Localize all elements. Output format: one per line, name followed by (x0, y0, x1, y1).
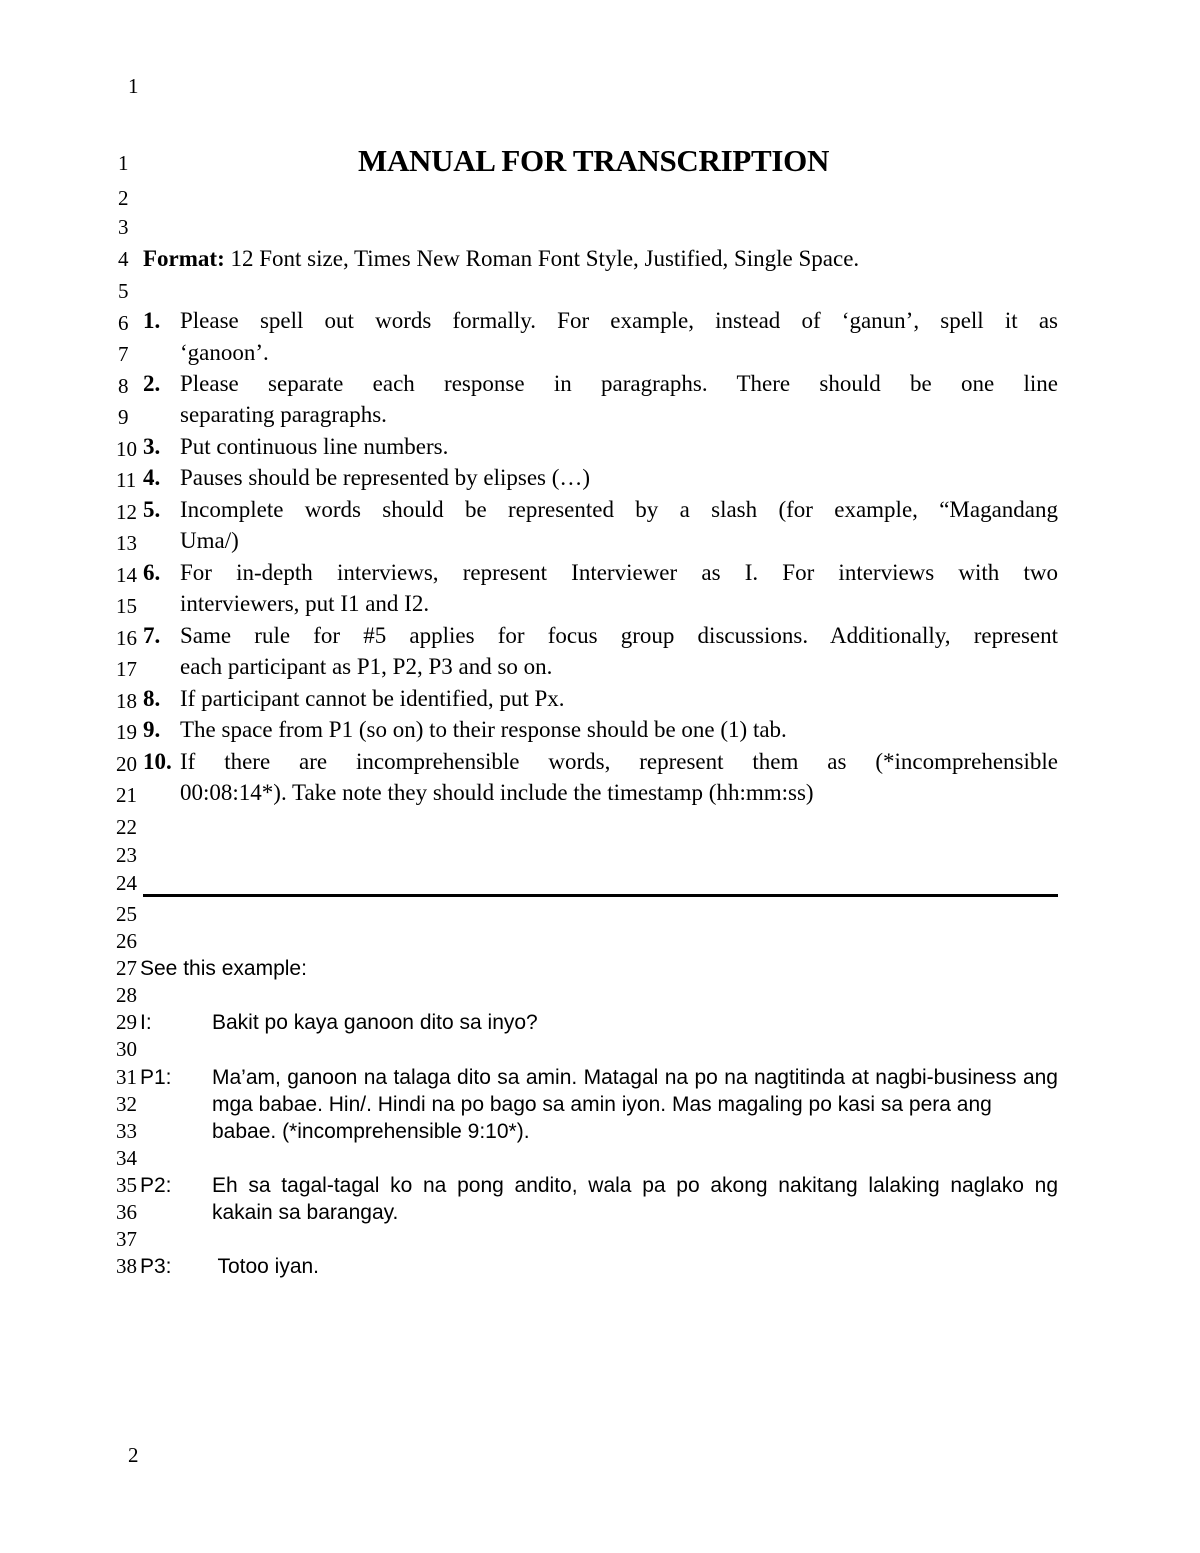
line-number: 3 (118, 215, 129, 239)
header-page-number: 1 (128, 74, 139, 98)
line-number: 16 (116, 626, 137, 650)
line-number: 25 (116, 902, 137, 926)
line-number: 4 (118, 247, 129, 271)
rule-text: Pauses should be represented by elipses (…) (180, 465, 591, 490)
rule-text: ‘ganoon’. (180, 340, 269, 365)
line-number: 28 (116, 983, 137, 1007)
line-number: 22 (116, 815, 137, 839)
line-number: 24 (116, 871, 137, 895)
horizontal-divider (143, 894, 1058, 897)
rule-text: If participant cannot be identified, put Px. (180, 686, 565, 711)
line-number: 14 (116, 563, 137, 587)
footer-page-number: 2 (128, 1443, 139, 1467)
line-number: 13 (116, 531, 137, 555)
rule-text: 00:08:14*). Take note they should include the timestamp (hh:mm:ss) (180, 780, 814, 805)
line-number: 7 (118, 342, 129, 366)
transcript-line: Totoo iyan. (212, 1255, 320, 1278)
line-number: 1 (118, 151, 129, 175)
rule-text: Same rule for #5 applies for focus group discussions. Additionally, represent (180, 623, 1058, 648)
transcript-line: mga babae. Hin/. Hindi na po bago sa amin iyon. Mas magaling po kasi sa pera ang (212, 1093, 992, 1116)
line-number: 37 (116, 1227, 137, 1251)
rule-text: If there are incomprehensible words, represent them as (*incomprehensible (180, 749, 1058, 774)
rule-number: 2. (143, 371, 161, 396)
transcript-line: kakain sa barangay. (212, 1201, 399, 1224)
transcript-line: babae. (*incomprehensible 9:10*). (212, 1120, 530, 1143)
rule-text: Incomplete words should be represented by a slash (for example, “Magandang (180, 497, 1058, 522)
line-number: 30 (116, 1037, 137, 1061)
line-number: 15 (116, 594, 137, 618)
rule-text: each participant as P1, P2, P3 and so on. (180, 654, 553, 679)
line-number: 19 (116, 720, 137, 744)
rule-number: 3. (143, 434, 161, 459)
line-number: 21 (116, 783, 137, 807)
rule-number: 4. (143, 465, 161, 490)
line-number: 17 (116, 657, 137, 681)
rule-number: 1. (143, 308, 161, 333)
line-number: 26 (116, 929, 137, 953)
line-number: 10 (116, 437, 137, 461)
line-number: 6 (118, 311, 129, 335)
line-number: 29 (116, 1010, 137, 1034)
line-number: 27 (116, 956, 137, 980)
speaker-label: P3: (140, 1255, 172, 1278)
speaker-label: P1: (140, 1066, 172, 1089)
line-number: 11 (116, 468, 137, 492)
page-title: MANUAL FOR TRANSCRIPTION (358, 143, 830, 178)
line-number: 32 (116, 1092, 137, 1116)
transcript-line: Bakit po kaya ganoon dito sa inyo? (212, 1011, 538, 1034)
speaker-label: P2: (140, 1174, 172, 1197)
line-number: 9 (118, 405, 129, 429)
line-number: 38 (116, 1254, 137, 1278)
transcript-line: Ma’am, ganoon na talaga dito sa amin. Matagal na po na nagtitinda at nagbi-business ang (212, 1066, 1058, 1089)
rule-text: For in-depth interviews, represent Interviewer as I. For interviews with two (180, 560, 1058, 585)
format-label: Format: (143, 246, 225, 271)
line-number: 35 (116, 1173, 137, 1197)
line-number: 23 (116, 843, 137, 867)
rule-number: 5. (143, 497, 161, 522)
line-number: 34 (116, 1146, 137, 1170)
line-number: 33 (116, 1119, 137, 1143)
speaker-label: I: (140, 1011, 152, 1034)
line-number: 18 (116, 689, 137, 713)
line-number: 12 (116, 500, 137, 524)
rule-text: Please spell out words formally. For example, instead of ‘ganun’, spell it as (180, 308, 1058, 333)
rule-text: Put continuous line numbers. (180, 434, 449, 459)
format-text: 12 Font size, Times New Roman Font Style, Justified, Single Space. (224, 246, 860, 271)
format-line (143, 244, 859, 274)
rule-number: 7. (143, 623, 161, 648)
rule-text: The space from P1 (so on) to their response should be one (1) tab. (180, 717, 787, 742)
line-number: 5 (118, 279, 129, 303)
rule-number: 10. (143, 749, 172, 774)
rule-text: Please separate each response in paragraphs. There should be one line (180, 371, 1058, 396)
example-intro: See this example: (140, 957, 307, 980)
line-number: 2 (118, 186, 129, 210)
line-number: 20 (116, 752, 137, 776)
rule-text: Uma/) (180, 528, 239, 553)
line-number: 36 (116, 1200, 137, 1224)
rule-number: 6. (143, 560, 161, 585)
rule-number: 8. (143, 686, 161, 711)
transcript-line: Eh sa tagal-tagal ko na pong andito, wala pa po akong nakitang lalaking naglako ng (212, 1174, 1058, 1197)
rule-text: separating paragraphs. (180, 402, 387, 427)
line-number: 8 (118, 374, 129, 398)
rule-number: 9. (143, 717, 161, 742)
rule-text: interviewers, put I1 and I2. (180, 591, 430, 616)
line-number: 31 (116, 1065, 137, 1089)
